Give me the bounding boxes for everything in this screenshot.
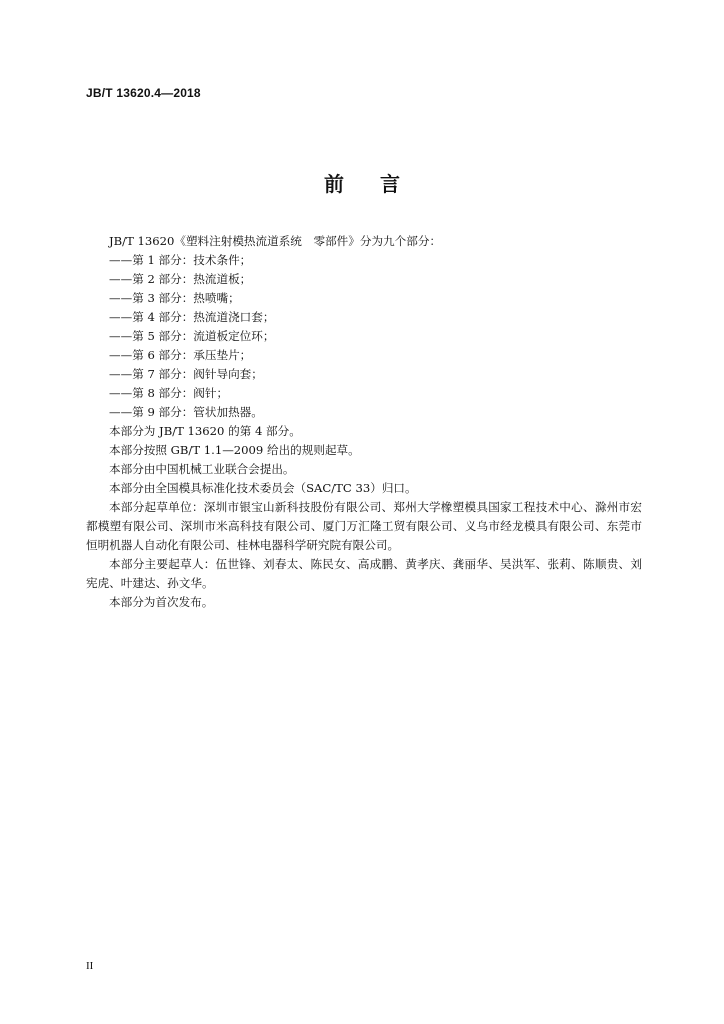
title-char-1: 前 bbox=[324, 172, 344, 196]
page-title bbox=[0, 168, 724, 197]
foreword-body bbox=[86, 232, 642, 612]
first-release-paragraph: 本部分为首次发布。 bbox=[109, 595, 214, 609]
page-number: II bbox=[86, 960, 94, 972]
standard-code: JB/T 13620.4—2018 bbox=[86, 86, 201, 100]
list-item: ——第 8 部分：阀针； bbox=[109, 386, 229, 400]
list-item: ——第 6 部分：承压垫片； bbox=[109, 348, 252, 362]
proposed-by-paragraph: 本部分由中国机械工业联合会提出。 bbox=[109, 462, 295, 476]
drafting-units-paragraph: 本部分起草单位：深圳市银宝山新科技股份有限公司、郑州大学橡塑模具国家工程技术中心、滁州市宏都模塑有限公司、深圳市米高科技有限公司、厦门万汇隆工贸有限公司、义乌市经龙模具有限公司、东莞市恒明机器人自动化有限公司、桂林电器科学研究院有限公司。 bbox=[86, 500, 642, 552]
managed-by-paragraph: 本部分由全国模具标准化技术委员会（SAC/TC 33）归口。 bbox=[109, 481, 417, 495]
list-item: ——第 9 部分：管状加热器。 bbox=[109, 405, 263, 419]
list-item: ——第 1 部分：技术条件； bbox=[109, 253, 252, 267]
this-part-paragraph: 本部分为 JB/T 13620 的第 4 部分。 bbox=[109, 424, 301, 438]
intro-paragraph: JB/T 13620《塑料注射模热流道系统 零部件》分为九个部分： bbox=[109, 234, 442, 248]
list-item: ——第 4 部分：热流道浇口套； bbox=[109, 310, 275, 324]
drafters-paragraph: 本部分主要起草人：伍世锋、刘春太、陈民女、高成鹏、黄孝庆、龚丽华、吴洪军、张莉、陈顺贵、刘宪虎、叶建达、孙文华。 bbox=[86, 557, 642, 590]
title-char-2: 言 bbox=[380, 172, 400, 196]
list-item: ——第 5 部分：流道板定位环； bbox=[109, 329, 275, 343]
list-item: ——第 2 部分：热流道板； bbox=[109, 272, 252, 286]
list-item: ——第 7 部分：阀针导向套； bbox=[109, 367, 263, 381]
drafting-rules-paragraph: 本部分按照 GB/T 1.1—2009 给出的规则起草。 bbox=[109, 443, 360, 457]
list-item: ——第 3 部分：热喷嘴； bbox=[109, 291, 240, 305]
